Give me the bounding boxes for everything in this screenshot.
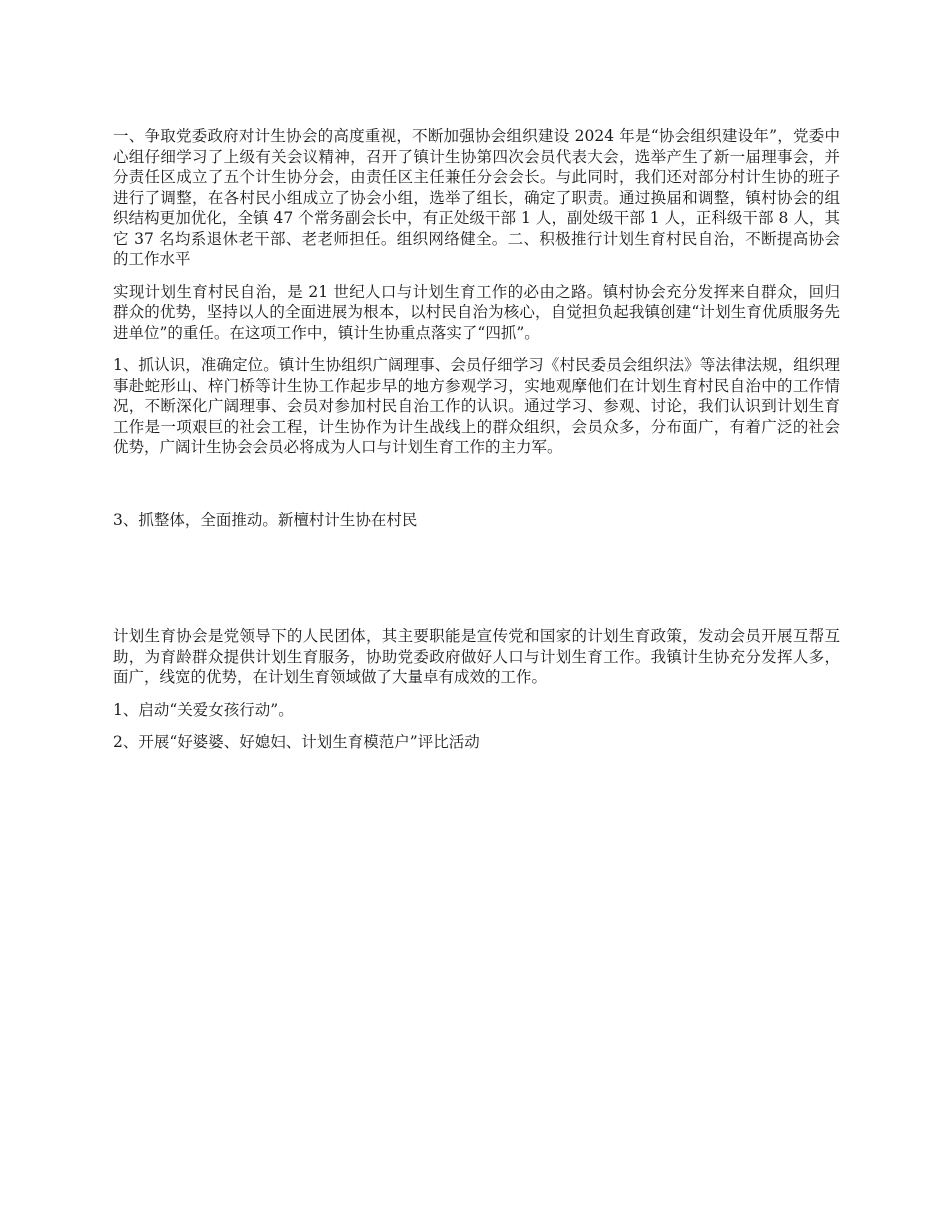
spacer — [113, 542, 840, 626]
paragraph-5: 计划生育协会是党领导下的人民团体，其主要职能是宣传党和国家的计划生育政策，发动会员开展互帮互助，为育龄群众提供计划生育服务，协助党委政府做好人口与计划生育工作。我镇计生协充分发挥人多，面广，线宽的优势，在计划生育领域做了大量卓有成效的工作。 — [113, 627, 840, 686]
paragraph-7: 2、开展“好婆婆、好媳妇、计划生育模范户”评比活动 — [113, 733, 480, 751]
document-body — [113, 126, 840, 765]
paragraph-4: 3、抓整体，全面推动。新檀村计生协在村民 — [113, 510, 418, 529]
spacer — [113, 470, 840, 510]
paragraph-2: 实现计划生育村民自治，是 21 世纪人口与计划生育工作的必由之路。镇村协会充分发挥来自群众，回归群众的优势，坚持以人的全面进展为根本，以村民自治为核心，自觉担负起我镇创建“计划生育优质服务先进单位”的重任。在这项工作中，镇计生协重点落实了“四抓”。 — [113, 282, 840, 342]
paragraph-1: 一、争取党委政府对计生协会的高度重视，不断加强协会组织建设 2024 年是“协会组织建设年”，党委中心组仔细学习了上级有关会议精神，召开了镇计生协第四次会员代表大会，选举产生了新一届理事会，并分责任区成立了五个计生协分会，由责任区主任兼任分会会长。与此同时，我们还对部分村计生协的班子进行了调整，在各村民小组成立了协会小组，选举了组长，确定了职责。通过换届和调整，镇村协会的组织结构更加优化，全镇 47 个常务副会长中，有正处级干部 1 人，副处级干部 1 人，正科级干部 8 人，其它 37 名均系退休老干部、老老师担任。组织网络健全。二、积极推行计划生育村民自治，不断提高协会的工作水平 — [113, 127, 840, 268]
paragraph-6: 1、启动“关爱女孩行动”。 — [113, 700, 294, 719]
paragraph-3: 1、抓认识，准确定位。镇计生协组织广阔理事、会员仔细学习《村民委员会组织法》等法律法规，组织理事赴蛇形山、梓门桥等计生协工作起步早的地方参观学习，实地观摩他们在计划生育村民自治中的工作情况，不断深化广阔理事、会员对参加村民自治工作的认识。通过学习、参观、讨论，我们认识到计划生育工作是一项艰巨的社会工程，计生协作为计生战线上的群众组织，会员众多，分布面广，有着广泛的社会优势，广阔计生协会会员必将成为人口与计划生育工作的主力军。 — [113, 356, 840, 456]
